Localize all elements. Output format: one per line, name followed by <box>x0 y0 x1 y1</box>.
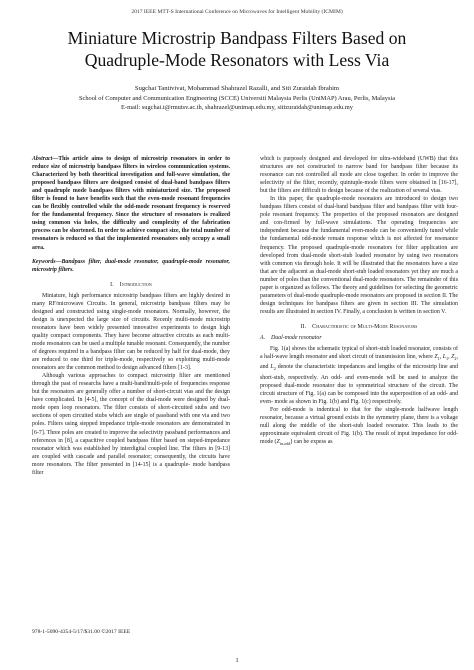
abstract-label: Abstract <box>32 156 53 162</box>
title-line-1: Miniature Microstrip Bandpass Filters Based on <box>67 28 407 48</box>
right-column <box>260 155 458 448</box>
paragraph-text: ) can be expess as <box>290 438 333 445</box>
paragraph: which is purposely designed and developed for ultra-wideband (UWB) that this structures are not constructed to narrow band for bandpass filter because its resonance can not controlled all mode are close together. In order to improve the selectivity of the filter, recently, quintuple-mode filters were obtained in [16-17], but the filters are difficult to design because of the realization of several vias. <box>260 156 458 195</box>
paragraph <box>260 406 458 448</box>
author-emails: E-mail: sugchai.t@rmutsv.ac.th, shahrazel@unimap.edu.my, sitizuraidah@unimap.edu.my <box>121 104 353 111</box>
paragraph: Miniature, high performance microstrip bandpass filters are highly desired in many RF/microwave Circuits. In general, microstrip bandpass filters may be designed and constructed using single-mode resonators. Normally, however, the design is unexpected the large size of circuits. Recenly multi-mode microstrip resonators have been widely presented innovative experiments to design high quality compact components. They have become attractive circuits as each multi-mode resonators can be used a multiple tunable resonant. Consequently, the number of degrees required in a bandpass filter can be reduced by half for dual-mode, they are reduced to one third for triple-mode, respectively so exploiting multi-mode resonators are the common method to design advanced filters [1-3]. <box>32 292 230 372</box>
inline-equation: $Z_{in,odd}$ <box>276 438 291 447</box>
keywords-text: —Bandpass filter, dual-mode resonator, quadruple-mode resonator, microstrip filters. <box>32 258 230 273</box>
abstract <box>32 155 230 252</box>
paragraph: In this paper, the quadruple-mode resonators are introduced to design two bandpass filters consist of dual-band bandpass filter and bandpass filter with four-pole resonant frequency. The properties of the proposed resonators are designed and con-firmed by full-wave simulations. The operating frequencies are independent because the fundamental even-mode can be conveniently tuned while the fundamental odd-mode remain response which is not affected for resonance frequency. The proposed quadruple-mode resonators for filter application are developed from dual-mode short-stub loaded resonator by using two resonators with common via through hole. It will be illustrated that the resonators have a size that are the adjacent as dual-mode short-stub loaded resonators yet they are much a number of poles than the conventional dual-mode resonators. The remainder of this paper is organized as follows. The theory and guidelines for selecting the geometric parameters of dual-mode quadruple-mode resonators are proposed in section II. The design techniques for bandpass filters are given in section III. The simulation results are illustrated in section IV. Finally, a conclusion is written in section V. <box>260 196 458 315</box>
paragraph: Although various approaches to compact microstrip filter are mentioned through the past of researchs have a multi-band/multi-pole of frequencies response but the resonators are generally offer a number of short-circuit vias and the design have complicated. In [4-5], the concept of the dual-mode were designed by dual-mode open loop resonators. The filter consists of short-circuited stubs and two sections of open circuited stubs which are single of passband with one via and two poles. Filters using stepped impedance triple-mode resonators are demonstrated in [6-7]. Three poles are created to improve the selectivity passband performances and references in [8], a capacitive coupled bandpass filter based on steped-impedance resonator which was established by interdigital coupled line. The filters in [9-13] are coupled with cascade and parallel resonator; consequently, the circuits have more resonators. The filter presented in [14-15] is a quadruple- mode bandpass filter <box>32 373 230 476</box>
paragraph-text: For odd-mode is indentical to that for the single-mode halfwave length resonator, because a virtual ground exists in the symmetry plane, there is a voltage null along the middle of the short-stub loaded resonator. This leads to the approximate equivalent circuit of Fig. 1(b). The result of input impedance for odd-mode ( <box>260 406 458 445</box>
abstract-text: —This article aims to design of microstrip resonators in order to reduce size of microstrip bandpass filters in wireless communication systems. Characterized by both theoritical investigation and full-wave simulation, the proposed bandpass filters are designed consist of dual-band bandpass filters and quadruple mode bandpass filters with miniaturized size. The proposed filter is found to have benefits such that the even-mode resonant frequencies can be flexibly controlled while the odd-mode resonant frequency is reserved for the fundamental frequency. Since the structure of resonators is realized using common via holes, the difficulty and complexity of the fabrication process can be shortened. In order to achieve compact size, the total number of resonators is reduced so that the implemented resonators only occupy a small area. <box>32 156 230 251</box>
section-heading-multimode: II. Characteristic of Multi-Mode Resonators <box>300 323 418 330</box>
keywords <box>32 258 230 274</box>
left-column <box>32 155 230 477</box>
affiliation: School of Computer and Communication Engineering (SCCE) Universiti Malaysia Perlis (UniMAP) Arau, Perlis, Malaysia <box>78 95 396 102</box>
isbn-footer: 978-1-5090-4354-5/17/$31.00 ©2017 IEEE <box>32 629 131 635</box>
page-number: 1 <box>235 657 239 664</box>
inline-equation: $Z_1$, $L_1$, $Z_2$, and $L_2$ <box>260 354 458 372</box>
conference-header: 2017 IEEE MTT-S International Conference on Microwaves for Intelligent Mobility (ICMIM) <box>131 9 343 15</box>
section-heading-introduction: I. Introduction <box>110 281 152 288</box>
paper-title <box>30 27 444 71</box>
subsection-heading-dual-mode: A. Dual-mode resonator <box>260 334 322 341</box>
paragraph-text: Fig. 1(a) shows the schematic typical of short-stub loaded resonator, consists of a half-wave length resonator and short circuit of transmission line, where <box>260 346 458 361</box>
keywords-label: Keywords <box>32 258 56 265</box>
paragraph <box>260 345 458 406</box>
paragraph-text: denote the characteristic impedances and lengths of the microstrip line and short-stub, respectively. An odd- and even-mode will be used to analyze the proposed dual-mode resonator due to symmetrical structure of the circuit. The circuit structure of Fig. 1(a) can be composed into the superposition of an odd- and even- mode as shown in Fig. 1(b) and Fig. 1(c) respectively. <box>260 364 458 405</box>
author-list: Sugchai Tantivivat, Mohammad Shahrazel Razalli, and Siti Zuraidah Ibrahim <box>134 85 340 92</box>
title-line-2: Quadruple-Mode Resonators with Less Via <box>84 50 390 70</box>
